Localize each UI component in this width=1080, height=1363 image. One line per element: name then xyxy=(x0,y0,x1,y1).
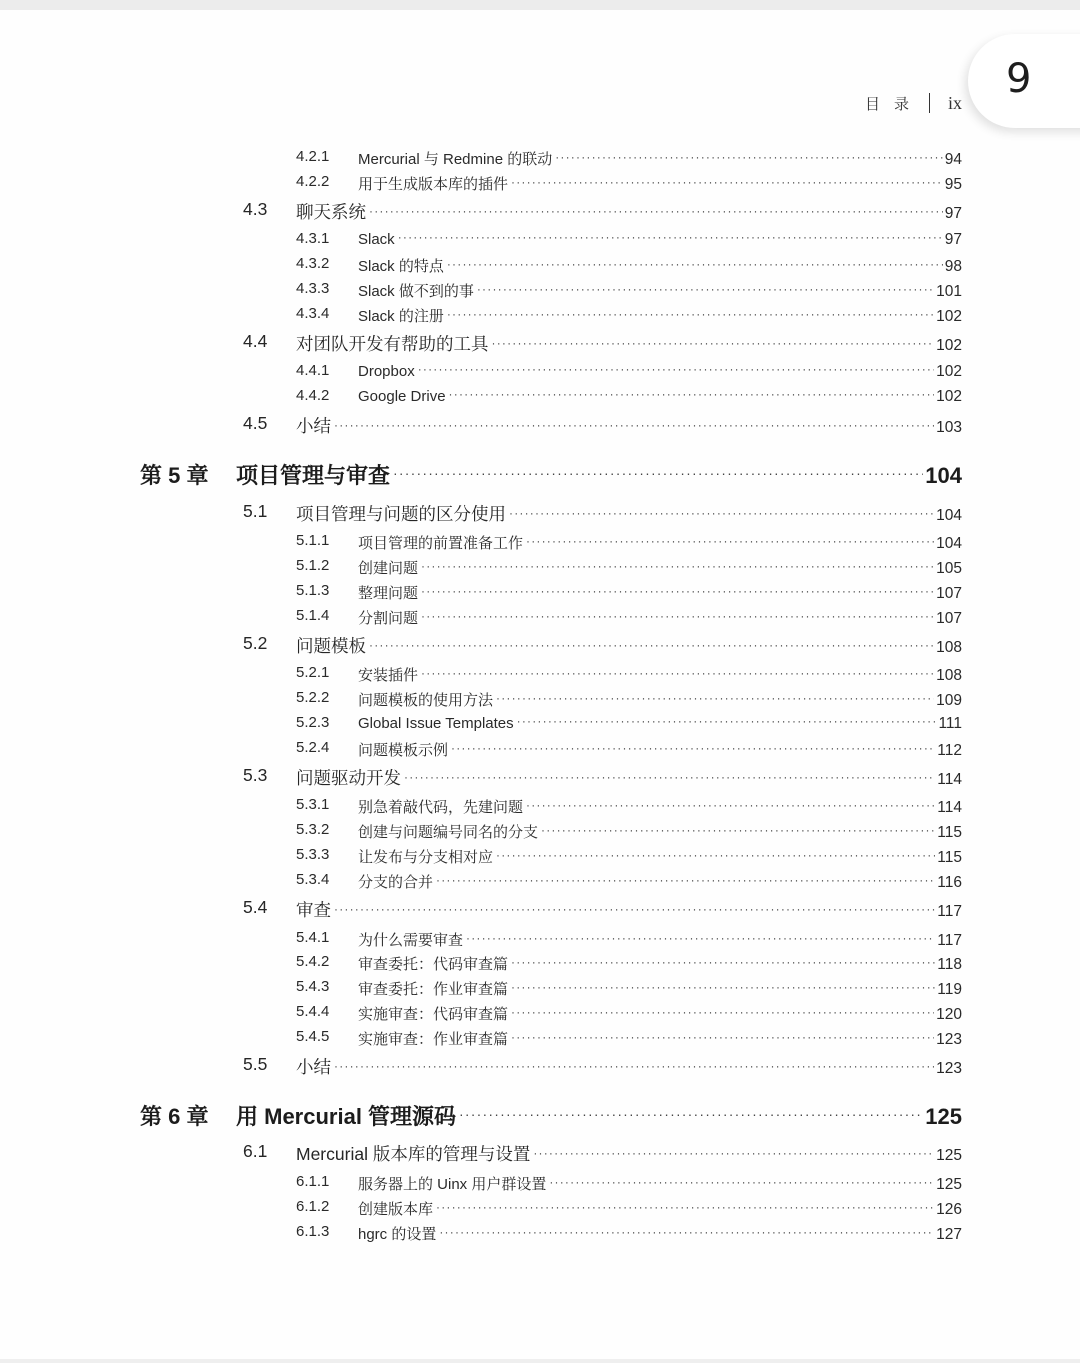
toc-entry-section[interactable] xyxy=(0,413,962,439)
dot-leader xyxy=(526,798,935,812)
toc-entry-page-number: 104 xyxy=(936,535,962,552)
dot-leader xyxy=(517,714,937,728)
dot-leader xyxy=(459,1106,923,1124)
toc-entry-chapter[interactable] xyxy=(0,459,962,489)
toc-entry-title: 让发布与分支相对应 xyxy=(358,849,494,866)
toc-entry-number: 5.1.2 xyxy=(296,557,330,574)
dot-leader xyxy=(436,1200,934,1214)
toc-entry-page-number: 115 xyxy=(937,849,962,866)
toc-entry-title: 别急着敲代码，先建问题 xyxy=(358,799,524,816)
top-edge-band xyxy=(0,0,1080,10)
toc-entry-title: Google Drive xyxy=(358,388,446,405)
toc-entry-number: 5.2.4 xyxy=(296,739,330,756)
toc-entry-page-number: 102 xyxy=(936,337,962,354)
toc-entry-title: 问题模板的使用方法 xyxy=(358,692,494,709)
toc-entry-section[interactable] xyxy=(0,897,962,923)
toc-entry-sub[interactable] xyxy=(0,557,962,581)
toc-entry-title: Slack xyxy=(358,231,395,248)
toc-entry-title: Global Issue Templates xyxy=(358,715,514,732)
dot-leader xyxy=(421,584,934,598)
dot-leader xyxy=(334,902,935,916)
toc-entry-number: 4.3.3 xyxy=(296,280,330,297)
toc-entry-number: 5.4 xyxy=(243,897,268,917)
toc-entry-sub[interactable] xyxy=(0,1198,962,1222)
dot-leader xyxy=(449,387,935,401)
toc-entry-page-number: 117 xyxy=(937,932,962,949)
toc-entry-number: 5.1.1 xyxy=(296,532,330,549)
dot-leader xyxy=(541,823,935,837)
toc-entry-page-number: 114 xyxy=(937,771,962,788)
toc-entry-title: Slack 的特点 xyxy=(358,258,444,275)
dot-leader xyxy=(477,282,934,296)
running-head-divider xyxy=(929,93,930,113)
dot-leader xyxy=(447,257,943,271)
toc-entry-title: hgrc 的设置 xyxy=(358,1226,437,1243)
toc-entry-number: 6.1.1 xyxy=(296,1173,330,1190)
toc-entry-number: 5.4.1 xyxy=(296,929,330,946)
toc-entry-page-number: 104 xyxy=(925,463,962,488)
dot-leader xyxy=(511,1005,934,1019)
toc-entry-number: 5.3.2 xyxy=(296,821,330,838)
toc-entry-title: 项目管理的前置准备工作 xyxy=(358,535,524,552)
toc-entry-number: 5.2.1 xyxy=(296,664,330,681)
toc-entry-sub[interactable] xyxy=(0,148,962,172)
toc-entry-sub[interactable] xyxy=(0,362,962,386)
toc-entry-sub[interactable] xyxy=(0,230,962,254)
toc-entry-number: 4.4.1 xyxy=(296,362,330,379)
toc-entry-page-number: 95 xyxy=(944,176,962,193)
toc-entry-page-number: 102 xyxy=(936,308,962,325)
toc-entry-sub[interactable] xyxy=(0,1028,962,1052)
running-head xyxy=(865,92,962,114)
dot-leader xyxy=(334,418,934,432)
toc-entry-number: 5.1.4 xyxy=(296,607,330,624)
toc-entry-page-number: 112 xyxy=(937,742,962,759)
dot-leader xyxy=(492,336,935,350)
toc-entry-section[interactable] xyxy=(0,501,962,527)
toc-entry-sub[interactable] xyxy=(0,714,962,738)
toc-entry-page-number: 123 xyxy=(936,1060,962,1077)
toc-entry-title: Mercurial 与 Redmine 的联动 xyxy=(358,151,553,168)
toc-entry-page-number: 115 xyxy=(937,824,962,841)
toc-entry-sub[interactable] xyxy=(0,953,962,977)
toc-entry-number: 5.2.2 xyxy=(296,689,330,706)
dot-leader xyxy=(421,666,934,680)
toc-entry-page-number: 107 xyxy=(936,585,962,602)
dot-leader xyxy=(511,955,935,969)
toc-entry-title: 创建版本库 xyxy=(358,1201,434,1218)
toc-entry-page-number: 103 xyxy=(936,419,962,436)
dot-leader xyxy=(555,150,943,164)
toc-entry-number: 5.4.3 xyxy=(296,978,330,995)
toc-entry-page-number: 107 xyxy=(936,610,962,627)
dot-leader xyxy=(533,1146,934,1160)
toc-entry-page-number: 119 xyxy=(937,981,962,998)
page-tab-number: 9 xyxy=(1006,56,1032,102)
toc-entry-title: 创建问题 xyxy=(358,560,419,577)
toc-entry-section[interactable] xyxy=(0,1054,962,1080)
toc-entry-page-number: 125 xyxy=(925,1104,962,1129)
toc-entry-sub[interactable] xyxy=(0,796,962,820)
toc-entry-sub[interactable] xyxy=(0,532,962,556)
toc-entry-page-number: 108 xyxy=(936,639,962,656)
dot-leader xyxy=(398,230,943,244)
toc-entry-title: Mercurial 版本库的管理与设置 xyxy=(296,1144,531,1164)
toc-entry-title: 项目管理与审查 xyxy=(236,463,391,488)
dot-leader xyxy=(511,175,943,189)
toc-entry-section[interactable] xyxy=(0,765,962,791)
toc-entry-number: 4.4 xyxy=(243,331,268,351)
toc-entry-number: 5.1 xyxy=(243,501,268,521)
toc-entry-number: 5.5 xyxy=(243,1054,268,1074)
toc-entry-page-number: 111 xyxy=(938,715,962,732)
toc-entry-sub[interactable] xyxy=(0,871,962,895)
toc-entry-title: 分支的合并 xyxy=(358,874,434,891)
toc-entry-page-number: 102 xyxy=(936,388,962,405)
toc-entry-page-number: 116 xyxy=(937,874,962,891)
toc-entry-sub[interactable] xyxy=(0,1003,962,1027)
toc-entry-page-number: 127 xyxy=(936,1226,962,1243)
dot-leader xyxy=(369,204,943,218)
toc-entry-title: Dropbox xyxy=(358,363,415,380)
dot-leader xyxy=(334,1059,934,1073)
toc-entry-number: 4.3 xyxy=(243,199,268,219)
toc-entry-section[interactable] xyxy=(0,331,962,357)
toc-entry-page-number: 101 xyxy=(936,283,962,300)
dot-leader xyxy=(511,980,935,994)
toc-entry-title: 分割问题 xyxy=(358,610,419,627)
toc-entry-page-number: 105 xyxy=(936,560,962,577)
toc-entry-number: 5.4.5 xyxy=(296,1028,330,1045)
toc-entry-page-number: 97 xyxy=(944,205,962,222)
toc-entry-chapter[interactable] xyxy=(0,1100,962,1130)
toc-entry-title: 小结 xyxy=(296,1057,331,1077)
dot-leader xyxy=(447,307,934,321)
toc-entry-number: 4.5 xyxy=(243,413,268,433)
dot-leader xyxy=(549,1175,934,1189)
toc-entry-sub[interactable] xyxy=(0,978,962,1002)
toc-entry-number: 第 6 章 xyxy=(140,1104,209,1129)
dot-leader xyxy=(369,638,934,652)
dot-leader xyxy=(496,848,935,862)
toc-entry-number: 5.4.4 xyxy=(296,1003,330,1020)
toc-entry-title: 创建与问题编号同名的分支 xyxy=(358,824,539,841)
toc-entry-section[interactable] xyxy=(0,1141,962,1167)
toc-entry-sub[interactable] xyxy=(0,607,962,631)
toc-entry-title: 小结 xyxy=(296,416,331,436)
toc-entry-sub[interactable] xyxy=(0,1223,962,1247)
dot-leader xyxy=(404,770,935,784)
dot-leader xyxy=(509,506,934,520)
toc-entry-title: Slack 做不到的事 xyxy=(358,283,474,300)
toc-entry-page-number: 125 xyxy=(936,1176,962,1193)
toc-entry-number: 4.3.1 xyxy=(296,230,330,247)
toc-entry-number: 6.1 xyxy=(243,1141,268,1161)
toc-entry-number: 6.1.3 xyxy=(296,1223,330,1240)
toc-entry-number: 6.1.2 xyxy=(296,1198,330,1215)
dot-leader xyxy=(496,691,934,705)
dot-leader xyxy=(439,1225,934,1239)
toc-entry-section[interactable] xyxy=(0,633,962,659)
toc-entry-page-number: 102 xyxy=(936,363,962,380)
toc-entry-number: 4.2.2 xyxy=(296,173,330,190)
toc-entry-title: 用于生成版本库的插件 xyxy=(358,176,509,193)
toc-entry-sub[interactable] xyxy=(0,280,962,304)
toc-entry-page-number: 108 xyxy=(936,667,962,684)
page-number-tab xyxy=(968,34,1080,128)
toc-entry-page-number: 109 xyxy=(936,692,962,709)
toc-entry-number: 5.3.1 xyxy=(296,796,330,813)
toc-entry-title: 审查委托：代码审查篇 xyxy=(358,956,509,973)
toc-entry-number: 5.2.3 xyxy=(296,714,330,731)
toc-entry-section[interactable] xyxy=(0,199,962,225)
toc-entry-sub[interactable] xyxy=(0,173,962,197)
toc-entry-title: 问题驱动开发 xyxy=(296,768,401,788)
toc-entry-title: 安装插件 xyxy=(358,667,419,684)
toc-entry-sub[interactable] xyxy=(0,1173,962,1197)
toc-entry-sub[interactable] xyxy=(0,664,962,688)
toc-entry-page-number: 125 xyxy=(936,1147,962,1164)
toc-entry-sub[interactable] xyxy=(0,846,962,870)
toc-entry-number: 5.3 xyxy=(243,765,268,785)
dot-leader xyxy=(511,1030,934,1044)
toc-entry-title: 聊天系统 xyxy=(296,202,366,222)
toc-entry-sub[interactable] xyxy=(0,821,962,845)
toc-entry-page-number: 118 xyxy=(937,956,962,973)
toc-entry-title: 为什么需要审查 xyxy=(358,932,464,949)
toc-entry-title: 服务器上的 Uinx 用户群设置 xyxy=(358,1176,547,1193)
dot-leader xyxy=(418,362,934,376)
toc-entry-title: 实施审查：代码审查篇 xyxy=(358,1006,509,1023)
toc-entry-title: 对团队开发有帮助的工具 xyxy=(296,334,489,354)
toc-entry-sub[interactable] xyxy=(0,582,962,606)
toc-entry-title: 用 Mercurial 管理源码 xyxy=(236,1104,457,1129)
toc-entry-title: 审查 xyxy=(296,900,331,920)
toc-entry-sub[interactable] xyxy=(0,305,962,329)
toc-entry-number: 4.2.1 xyxy=(296,148,330,165)
toc-entry-number: 4.4.2 xyxy=(296,387,330,404)
toc-entry-sub[interactable] xyxy=(0,387,962,411)
toc-entry-title: Slack 的注册 xyxy=(358,308,444,325)
toc-entry-title: 审查委托：作业审查篇 xyxy=(358,981,509,998)
toc-entry-page-number: 123 xyxy=(936,1031,962,1048)
dot-leader xyxy=(451,741,935,755)
toc-entry-number: 第 5 章 xyxy=(140,463,209,488)
toc-entry-page-number: 114 xyxy=(937,799,962,816)
dot-leader xyxy=(526,534,934,548)
toc-entry-title: 整理问题 xyxy=(358,585,419,602)
dot-leader xyxy=(393,465,923,483)
toc-entry-page-number: 117 xyxy=(937,903,962,920)
toc-entry-title: 问题模板 xyxy=(296,636,366,656)
running-head-title: 目录 xyxy=(864,95,923,113)
toc-entry-page-number: 94 xyxy=(944,151,962,168)
toc-entry-title: 实施审查：作业审查篇 xyxy=(358,1031,509,1048)
dot-leader xyxy=(436,873,935,887)
toc-entry-sub[interactable] xyxy=(0,739,962,763)
toc-entry-number: 5.4.2 xyxy=(296,953,330,970)
toc-entry-title: 项目管理与问题的区分使用 xyxy=(296,504,506,524)
toc-entry-number: 5.3.4 xyxy=(296,871,330,888)
dot-leader xyxy=(466,931,935,945)
roman-page-number: ix xyxy=(947,92,962,113)
toc-entry-number: 4.3.4 xyxy=(296,305,330,322)
toc-entry-number: 5.3.3 xyxy=(296,846,330,863)
toc-entry-sub[interactable] xyxy=(0,255,962,279)
toc-entry-sub[interactable] xyxy=(0,689,962,713)
toc-entry-title: 问题模板示例 xyxy=(358,742,449,759)
dot-leader xyxy=(421,559,934,573)
bottom-edge-band xyxy=(0,1359,1080,1363)
toc-entry-page-number: 126 xyxy=(936,1201,962,1218)
toc-entry-page-number: 104 xyxy=(936,507,962,524)
dot-leader xyxy=(421,609,934,623)
toc-entry-number: 5.1.3 xyxy=(296,582,330,599)
toc-entry-page-number: 97 xyxy=(944,231,962,248)
toc-entry-number: 5.2 xyxy=(243,633,268,653)
toc-entry-page-number: 98 xyxy=(944,258,962,275)
toc-entry-page-number: 120 xyxy=(936,1006,962,1023)
toc-entry-sub[interactable] xyxy=(0,929,962,953)
toc-entry-number: 4.3.2 xyxy=(296,255,330,272)
